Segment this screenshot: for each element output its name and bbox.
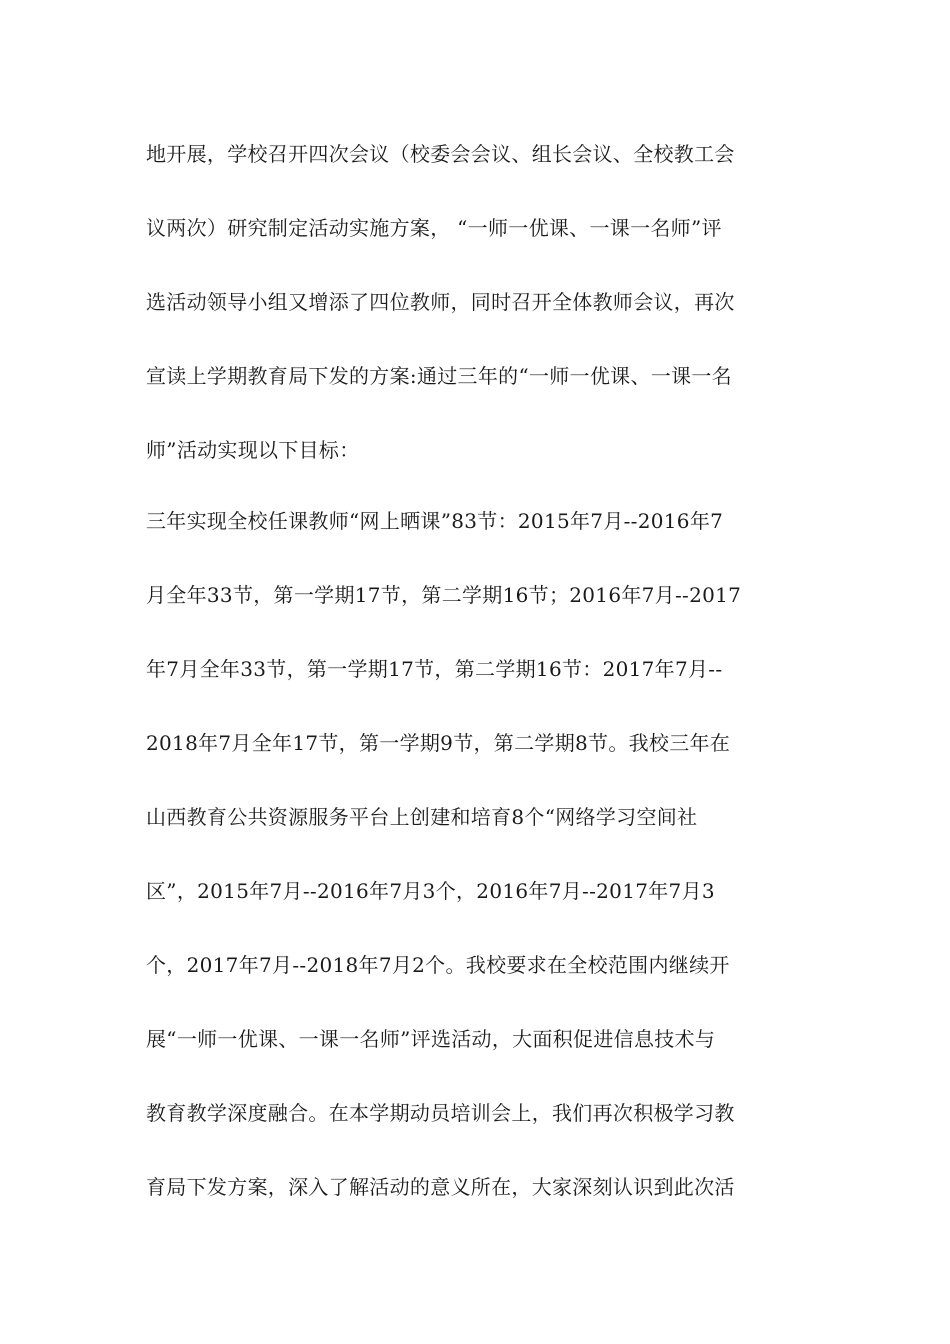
text-line: 月全年33节，第一学期17节，第二学期16节；2016年7月--2017 <box>146 583 742 607</box>
text-line: 区”，2015年7月--2016年7月3个，2016年7月--2017年7月3 <box>146 879 715 903</box>
text-line: 山西教育公共资源服务平台上创建和培育8个“网络学习空间社 <box>146 805 698 829</box>
text-line: 议两次）研究制定活动实施方案， “一师一优课、一课一名师”评 <box>146 216 722 240</box>
text-line: 三年实现全校任课教师“网上晒课”83节：2015年7月--2016年7 <box>146 509 724 533</box>
text-line: 宣读上学期教育局下发的方案:通过三年的“一师一优课、一课一名 <box>146 364 732 388</box>
text-line: 师”活动实现以下目标： <box>146 438 360 462</box>
text-line: 教育教学深度融合。在本学期动员培训会上，我们再次积极学习教 <box>146 1101 735 1125</box>
text-line: 年7月全年33节，第一学期17节，第二学期16节：2017年7月-- <box>146 657 723 681</box>
text-line: 展“一师一优课、一课一名师”评选活动，大面积促进信息技术与 <box>146 1027 716 1051</box>
text-line: 2018年7月全年17节，第一学期9节，第二学期8节。我校三年在 <box>146 731 731 755</box>
text-line: 选活动领导小组又增添了四位教师，同时召开全体教师会议，再次 <box>146 290 735 314</box>
text-line: 育局下发方案，深入了解活动的意义所在，大家深刻认识到此次活 <box>146 1175 735 1199</box>
text-line: 地开展，学校召开四次会议（校委会会议、组长会议、全校教工会 <box>146 142 735 166</box>
text-line: 个，2017年7月--2018年7月2个。我校要求在全校范围内继续开 <box>146 953 730 977</box>
